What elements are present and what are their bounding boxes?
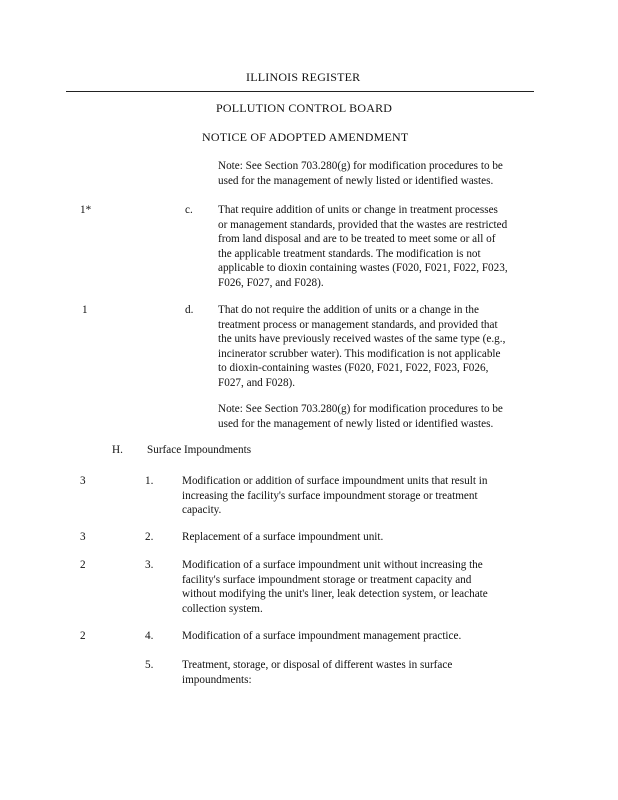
item-4-number: 4. bbox=[145, 630, 154, 642]
header-rule bbox=[66, 91, 534, 92]
item-5-number: 5. bbox=[145, 659, 154, 671]
item-d-line: That do not require the addition of units or a change in the bbox=[218, 304, 479, 316]
item-d-line: treatment process or management standards, and provided that bbox=[218, 318, 498, 331]
item-4-line: Modification of a surface impoundment management practice. bbox=[182, 630, 462, 642]
item-3-line: without modifying the unit's liner, leak detection system, or leachate bbox=[182, 588, 488, 601]
note-1-line: Note: See Section 703.280(g) for modification procedures to be bbox=[218, 160, 503, 172]
item-4-text bbox=[182, 629, 461, 644]
notice-title: NOTICE OF ADOPTED AMENDMENT bbox=[202, 130, 409, 144]
item-d-line: the units have previously received wastes of the same type (e.g., bbox=[218, 333, 506, 346]
item-c-text bbox=[218, 203, 508, 291]
item-c-line: from land disposal and are to be treated to meet some or all of bbox=[218, 233, 496, 246]
item-c-letter: c. bbox=[185, 204, 193, 216]
item-1-line: Modification or addition of surface impoundment units that result in bbox=[182, 475, 488, 487]
note-1 bbox=[218, 159, 503, 188]
item-d-line: incinerator scrubber water). This modification is not applicable bbox=[218, 347, 501, 360]
item-c-line: the applicable treatment standards. The modification is not bbox=[218, 247, 481, 260]
item-5-line: Treatment, storage, or disposal of different wastes in surface bbox=[182, 659, 453, 671]
note-1-line: used for the management of newly listed or identified wastes. bbox=[218, 174, 494, 187]
item-2-line: Replacement of a surface impoundment unit. bbox=[182, 531, 384, 543]
item-c-line: or management standards, provided that the wastes are restricted bbox=[218, 218, 508, 231]
item-d-text bbox=[218, 303, 505, 391]
item-c-class: 1* bbox=[80, 204, 92, 216]
item-2-class: 3 bbox=[80, 531, 86, 543]
section-h-letter: H. bbox=[112, 444, 123, 456]
note-2 bbox=[218, 402, 503, 431]
section-h-title: Surface Impoundments bbox=[147, 444, 252, 456]
register-title: ILLINOIS REGISTER bbox=[246, 70, 361, 84]
item-1-class: 3 bbox=[80, 475, 86, 487]
item-1-number: 1. bbox=[145, 475, 154, 487]
item-c-line: F026, F027, and F028). bbox=[218, 276, 324, 289]
item-3-line: Modification of a surface impoundment unit without increasing the bbox=[182, 559, 483, 571]
item-1-line: capacity. bbox=[182, 504, 222, 517]
item-1-line: increasing the facility's surface impoundment storage or treatment bbox=[182, 489, 478, 502]
item-3-class: 2 bbox=[80, 559, 86, 571]
item-d-class: 1 bbox=[82, 304, 88, 316]
item-3-line: facility's surface impoundment storage or treatment capacity and bbox=[182, 573, 472, 586]
item-d-line: to dioxin-containing wastes (F020, F021, F022, F023, F026, bbox=[218, 362, 489, 375]
board-title: POLLUTION CONTROL BOARD bbox=[216, 101, 393, 115]
item-3-text bbox=[182, 558, 488, 616]
item-1-text bbox=[182, 474, 487, 518]
item-3-line: collection system. bbox=[182, 602, 263, 615]
item-5-text bbox=[182, 658, 452, 687]
item-4-class: 2 bbox=[80, 630, 86, 642]
item-c-line: That require addition of units or change in treatment processes bbox=[218, 204, 498, 216]
item-d-line: F027, and F028). bbox=[218, 376, 296, 389]
note-2-line: used for the management of newly listed or identified wastes. bbox=[218, 417, 494, 430]
item-c-line: applicable to dioxin containing wastes (F020, F021, F022, F023, bbox=[218, 262, 508, 275]
item-d-letter: d. bbox=[185, 304, 194, 316]
item-2-text bbox=[182, 530, 383, 545]
item-3-number: 3. bbox=[145, 559, 154, 571]
note-2-line: Note: See Section 703.280(g) for modification procedures to be bbox=[218, 403, 503, 415]
item-5-line: impoundments: bbox=[182, 673, 252, 686]
item-2-number: 2. bbox=[145, 531, 154, 543]
